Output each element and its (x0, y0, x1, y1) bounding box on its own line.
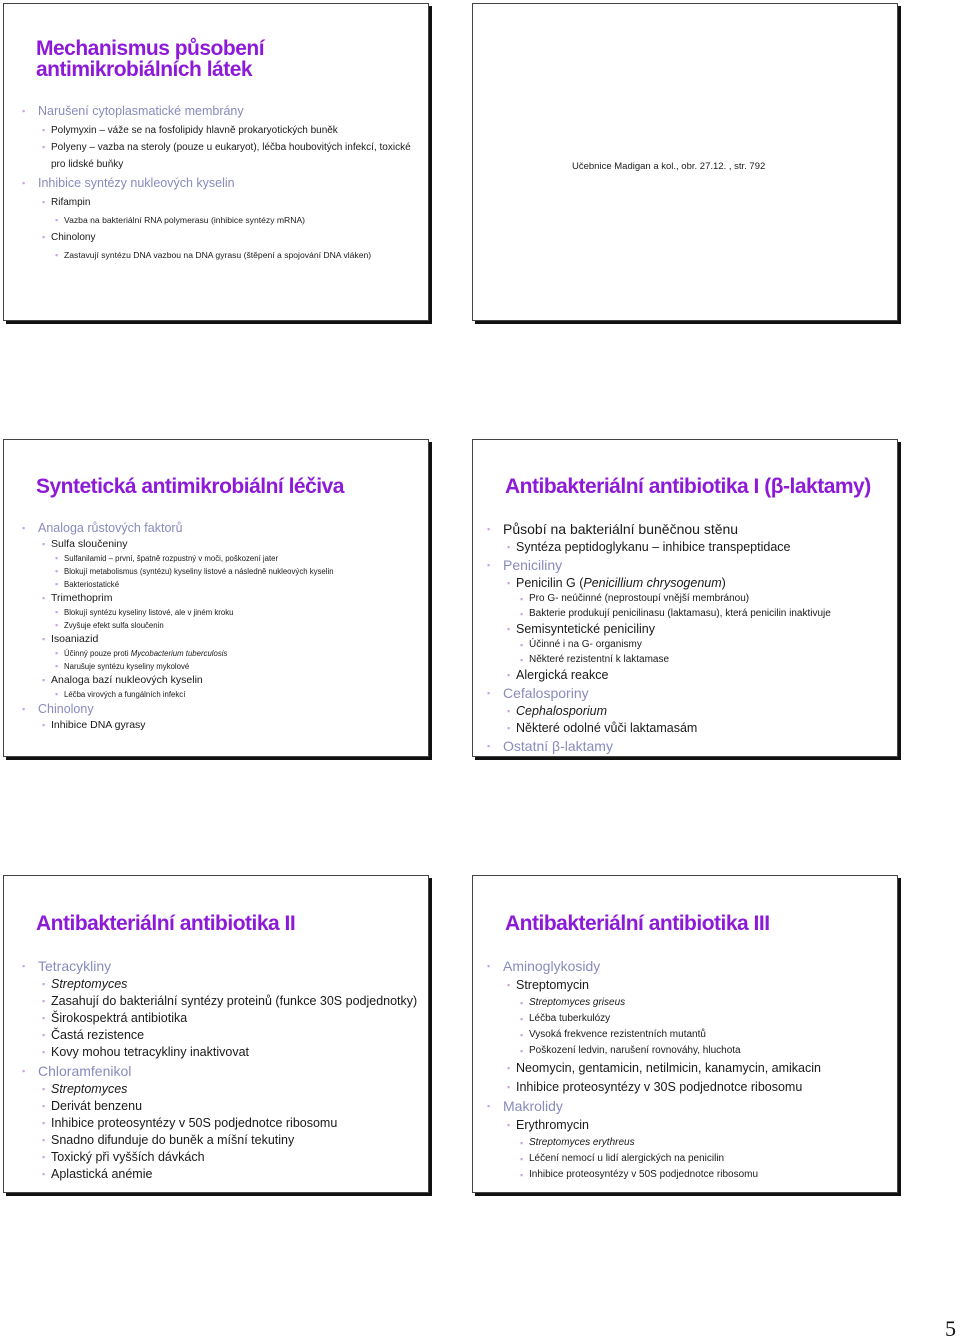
bullet-text: Účinný pouze proti (64, 649, 131, 658)
bullet-marker-icon: ▪ (42, 593, 46, 603)
bullet-item (495, 621, 891, 638)
page-number: 5 (945, 1316, 956, 1341)
slide-body (22, 956, 422, 1183)
bullet-marker-icon: ▪ (520, 654, 524, 665)
bullet-text: Blokují metabolismus (syntézu) kyseliny listové a následně nukleových kyselin (64, 567, 334, 576)
bullet-marker-icon: ▪ (520, 608, 524, 619)
bullet-item (22, 1061, 422, 1081)
bullet-item (30, 537, 422, 552)
bullet-marker-icon: ▪ (55, 215, 59, 225)
bullet-text: Semisyntetické peniciliny (516, 622, 655, 636)
bullet-item (30, 632, 422, 647)
bullet-marker-icon: ▪ (42, 125, 46, 135)
bullet-item (30, 606, 422, 619)
slide-1 (3, 3, 429, 321)
bullet-item (495, 1116, 891, 1135)
bullet-marker-icon: ▪ (487, 560, 491, 570)
bullet-marker-icon: ▪ (42, 720, 46, 730)
bullet-item (22, 173, 422, 194)
bullet-text: Cefalosporiny (503, 685, 589, 701)
bullet-marker-icon: ▪ (42, 539, 46, 549)
bullet-item (30, 619, 422, 632)
bullet-marker-icon: ▪ (42, 979, 46, 989)
bullet-item (495, 653, 891, 668)
bullet-text: Polyeny – vazba na steroly (pouze u eukaryot), léčba houbovitých infekcí, toxické pro lidské buňky (51, 142, 411, 170)
bullet-item (487, 957, 891, 976)
bullet-item (495, 1027, 891, 1043)
bullet-italic-text: Streptomyces griseus (529, 997, 626, 1008)
bullet-item (495, 607, 891, 622)
slide-title: Mechanismus působení antimikrobiálních látek (36, 37, 265, 81)
bullet-text: Polymyxin – váže se na fosfolipidy hlavně prokaryotických buněk (51, 125, 338, 136)
bullet-marker-icon: ▪ (42, 1135, 46, 1145)
bullet-text: Inhibice proteosyntézy v 30S podjednotce ribosomu (516, 1080, 803, 1094)
slide-body (22, 101, 422, 264)
bullet-marker-icon: ▪ (507, 723, 511, 733)
bullet-text: Chinolony (51, 232, 96, 243)
bullet-text: Některé rezistentní k laktamase (529, 653, 670, 665)
bullet-marker-icon: ▪ (520, 1030, 524, 1040)
bullet-italic-text: Streptomyces (51, 1082, 128, 1096)
slide-4 (472, 439, 898, 757)
bullet-item (30, 578, 422, 591)
bullet-item (495, 638, 891, 653)
bullet-text: Inhibice proteosyntézy v 50S podjednotce ribosomu (51, 1116, 338, 1130)
bullet-marker-icon: ▪ (507, 578, 511, 588)
slide-body (487, 520, 891, 756)
bullet-text: Narušení cytoplasmatické membrány (38, 104, 244, 118)
bullet-marker-icon: ▪ (42, 996, 46, 1006)
bullet-text: Vazba na bakteriální RNA polymerasu (inhibice syntézy mRNA) (64, 215, 306, 225)
bullet-marker-icon: ▪ (42, 1084, 46, 1094)
bullet-italic-text: Streptomyces (51, 977, 128, 991)
bullet-item (30, 688, 422, 701)
bullet-item (495, 703, 891, 720)
bullet-item (30, 1132, 422, 1149)
bullet-marker-icon: ▪ (507, 1120, 511, 1130)
bullet-italic-text: Cephalosporium (516, 704, 608, 718)
bullet-text: Chinolony (38, 702, 94, 716)
bullet-marker-icon: ▪ (520, 1170, 524, 1180)
bullet-text: Sulfa sloučeniny (51, 538, 128, 550)
bullet-text: Inhibice DNA gyrasy (51, 719, 146, 731)
bullet-marker-icon: ▪ (507, 1063, 511, 1073)
bullet-text: Pro G- neúčinné (neprostoupí vnější membránou) (529, 593, 750, 604)
bullet-text: Streptomycin (516, 978, 589, 992)
bullet-italic-text: Penicillium chrysogenum (583, 576, 722, 590)
bullet-item (495, 1151, 891, 1167)
bullet-text: Derivát benzenu (51, 1099, 143, 1113)
slide-5 (3, 875, 429, 1193)
slide-2 (472, 3, 898, 321)
bullet-text: Toxický při vyšších dávkách (51, 1150, 205, 1164)
bullet-marker-icon: ▪ (42, 232, 46, 242)
bullet-item (495, 1167, 891, 1183)
bullet-marker-icon: ▪ (507, 1082, 511, 1092)
bullet-item (22, 520, 422, 537)
bullet-item (30, 1115, 422, 1132)
bullet-text: Blokují syntézu kyseliny listové, ale v jiném kroku (64, 608, 234, 617)
bullet-item (30, 1010, 422, 1027)
bullet-item (30, 246, 422, 264)
bullet-item (495, 1078, 891, 1097)
bullet-marker-icon: ▪ (22, 523, 26, 533)
bullet-item (495, 976, 891, 995)
bullet-italic-text: Streptomyces erythreus (529, 1137, 635, 1148)
bullet-text: Vysoká frekvence rezistentních mutantů (529, 1029, 706, 1040)
reference-caption: Učebnice Madigan a kol., obr. 27.12. , str. 792 (572, 161, 766, 172)
bullet-text: Aplastická anémie (51, 1167, 153, 1181)
bullet-marker-icon: ▪ (42, 1118, 46, 1128)
bullet-marker-icon: ▪ (55, 579, 59, 589)
bullet-marker-icon: ▪ (55, 648, 59, 658)
bullet-text: Narušuje syntézu kyseliny mykolové (64, 662, 190, 671)
bullet-item (30, 1166, 422, 1183)
bullet-item (487, 520, 891, 539)
bullet-marker-icon: ▪ (487, 688, 491, 698)
bullet-marker-icon: ▪ (55, 607, 59, 617)
bullet-text: Ostatní β-laktamy (503, 738, 613, 754)
bullet-italic-text: Mycobacterium tuberculosis (130, 649, 228, 658)
slide-title: Syntetická antimikrobiální léčiva (36, 475, 344, 498)
bullet-text: Isoaniazid (51, 633, 99, 645)
bullet-item (30, 139, 422, 173)
bullet-item (30, 122, 422, 139)
bullet-item (30, 718, 422, 733)
bullet-text: Penicilin G ( (516, 576, 584, 590)
bullet-text: Aminoglykosidy (503, 958, 601, 974)
bullet-text: Poškození ledvin, narušení rovnováhy, hluchota (529, 1045, 741, 1056)
bullet-text: Působí na bakteriální buněčnou stěnu (503, 521, 739, 537)
bullet-item (495, 539, 891, 556)
bullet-item (487, 556, 891, 575)
bullet-item (30, 1098, 422, 1115)
bullet-text: Analoga bazí nukleových kyselin (51, 674, 203, 686)
bullet-marker-icon: ▪ (22, 1066, 26, 1076)
bullet-marker-icon: ▪ (520, 1154, 524, 1164)
bullet-marker-icon: ▪ (55, 620, 59, 630)
bullet-item (495, 575, 891, 592)
bullet-marker-icon: ▪ (507, 542, 511, 552)
bullet-text: ) (721, 576, 726, 590)
bullet-item (30, 647, 422, 660)
bullet-marker-icon: ▪ (42, 1169, 46, 1179)
bullet-marker-icon: ▪ (507, 624, 511, 634)
bullet-item (495, 1011, 891, 1027)
bullet-text: Erythromycin (516, 1118, 589, 1132)
slide-3 (3, 439, 429, 757)
bullet-marker-icon: ▪ (42, 1101, 46, 1111)
bullet-item (22, 701, 422, 718)
bullet-text: Bakteriostatické (64, 580, 120, 589)
slide-body (487, 957, 891, 1183)
bullet-marker-icon: ▪ (487, 961, 491, 971)
bullet-marker-icon: ▪ (520, 998, 524, 1008)
bullet-marker-icon: ▪ (487, 741, 491, 751)
bullet-item (495, 995, 891, 1011)
bullet-text: Léčba virových a fungálních infekcí (64, 690, 186, 699)
slide-6 (472, 875, 898, 1193)
bullet-text: Léčení nemocí u lidí alergických na penicilin (529, 1153, 725, 1164)
bullet-item (30, 1149, 422, 1166)
bullet-item (487, 1097, 891, 1116)
bullet-text: Některé odolné vůči laktamasám (516, 721, 698, 735)
bullet-text: Trimethoprim (51, 592, 113, 604)
bullet-marker-icon: ▪ (22, 106, 26, 116)
bullet-text: Častá rezistence (51, 1028, 145, 1042)
bullet-item (30, 229, 422, 246)
bullet-marker-icon: ▪ (22, 178, 26, 188)
bullet-item (30, 660, 422, 673)
slide-title: Antibakteriální antibiotika III (505, 912, 770, 935)
bullet-item (22, 956, 422, 976)
bullet-item (30, 211, 422, 229)
bullet-item (30, 1027, 422, 1044)
bullet-marker-icon: ▪ (487, 524, 491, 534)
bullet-item (30, 673, 422, 688)
bullet-marker-icon: ▪ (42, 1047, 46, 1057)
bullet-marker-icon: ▪ (520, 1046, 524, 1056)
bullet-text: Zasahují do bakteriální syntézy proteinů (funkce 30S podjednotky) (51, 994, 418, 1008)
bullet-text: Snadno difunduje do buněk a míšní tekutiny (51, 1133, 295, 1147)
bullet-text: Inhibice syntézy nukleových kyselin (38, 176, 235, 190)
bullet-marker-icon: ▪ (520, 1138, 524, 1148)
bullet-item (495, 592, 891, 607)
bullet-marker-icon: ▪ (520, 594, 524, 604)
slide-title: Antibakteriální antibiotika II (36, 912, 296, 935)
bullet-marker-icon: ▪ (520, 640, 524, 650)
bullet-marker-icon: ▪ (507, 670, 511, 680)
bullet-text: Zvyšuje efekt sulfa sloučenin (64, 621, 164, 630)
bullet-text: Inhibice proteosyntézy v 50S podjednotce ribosomu (529, 1169, 759, 1180)
bullet-marker-icon: ▪ (42, 197, 46, 207)
bullet-item (30, 976, 422, 993)
bullet-item (30, 565, 422, 578)
bullet-item (30, 194, 422, 211)
bullet-text: Bakterie produkují penicilinasu (laktamasu), která penicilin inaktivuje (529, 607, 831, 619)
bullet-marker-icon: ▪ (55, 689, 59, 699)
bullet-text: Kovy mohou tetracykliny inaktivovat (51, 1045, 250, 1059)
bullet-text: Alergická reakce (516, 668, 609, 682)
bullet-item (487, 684, 891, 703)
bullet-marker-icon: ▪ (42, 1152, 46, 1162)
bullet-marker-icon: ▪ (55, 661, 59, 671)
bullet-item (495, 720, 891, 737)
bullet-marker-icon: ▪ (520, 1014, 524, 1024)
bullet-marker-icon: ▪ (487, 1101, 491, 1111)
bullet-text: Makrolidy (503, 1098, 563, 1114)
slide-title: Antibakteriální antibiotika I (β-laktamy) (505, 475, 871, 498)
bullet-text: Sulfanilamid – první, špatně rozpustný v moči, poškození jater (64, 554, 279, 563)
bullet-marker-icon: ▪ (42, 142, 46, 152)
bullet-marker-icon: ▪ (42, 1030, 46, 1040)
bullet-marker-icon: ▪ (507, 706, 511, 716)
bullet-text: Léčba tuberkulózy (529, 1013, 611, 1024)
bullet-item (30, 552, 422, 565)
bullet-item (495, 1135, 891, 1151)
bullet-item (22, 101, 422, 122)
bullet-marker-icon: ▪ (55, 250, 59, 260)
bullet-marker-icon: ▪ (55, 553, 59, 563)
bullet-text: Peniciliny (503, 557, 563, 573)
bullet-item (30, 591, 422, 606)
bullet-marker-icon: ▪ (22, 704, 26, 714)
bullet-item (495, 667, 891, 684)
bullet-text: Širokospektrá antibiotika (51, 1011, 188, 1025)
bullet-item (30, 1081, 422, 1098)
bullet-text: Zastavují syntézu DNA vazbou na DNA gyrasu (štěpení a spojování DNA vláken) (64, 250, 372, 260)
bullet-text: Chloramfenikol (38, 1063, 132, 1079)
bullet-item (495, 1059, 891, 1078)
bullet-marker-icon: ▪ (42, 675, 46, 685)
bullet-text: Syntéza peptidoglykanu – inhibice transpeptidace (516, 540, 791, 554)
bullet-text: Rifampin (51, 197, 91, 208)
bullet-marker-icon: ▪ (22, 961, 26, 971)
bullet-item (495, 1043, 891, 1059)
bullet-item (487, 737, 891, 756)
bullet-text: Účinné i na G- organismy (529, 639, 642, 650)
bullet-text: Neomycin, gentamicin, netilmicin, kanamycin, amikacin (516, 1061, 821, 1075)
bullet-marker-icon: ▪ (42, 1013, 46, 1023)
slide-body (22, 520, 422, 733)
bullet-item (30, 993, 422, 1010)
bullet-text: Tetracykliny (38, 958, 112, 974)
bullet-marker-icon: ▪ (55, 566, 59, 576)
bullet-item (30, 1044, 422, 1061)
bullet-text: Analoga růstových faktorů (38, 521, 183, 535)
bullet-marker-icon: ▪ (42, 634, 46, 644)
bullet-marker-icon: ▪ (507, 980, 511, 990)
